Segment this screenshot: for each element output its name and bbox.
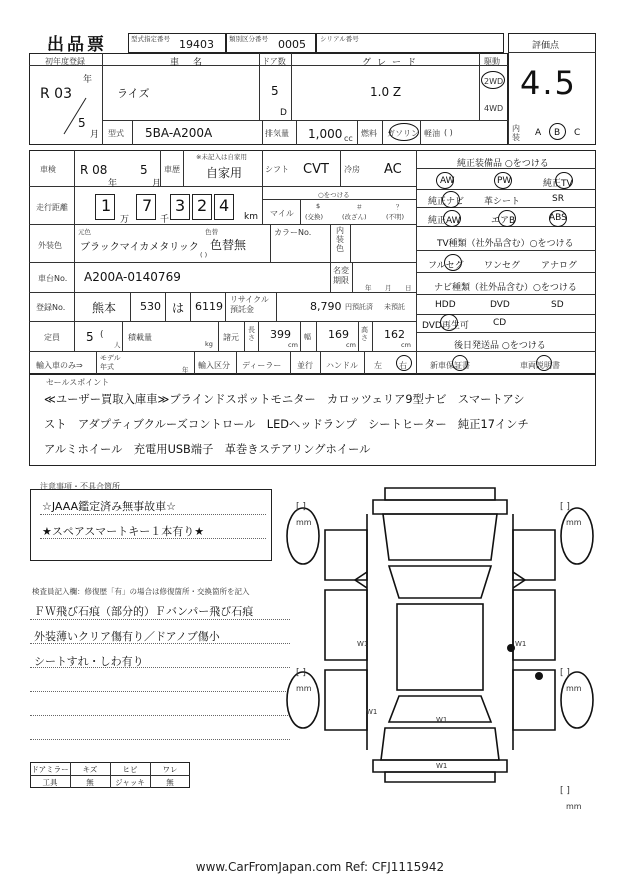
height-value: 162 xyxy=(384,328,405,341)
footer-ref: www.CarFromJapan.com Ref: CFJ1115942 xyxy=(195,860,445,874)
grade-label: グレード xyxy=(362,58,423,68)
chassis-label: 車台No. xyxy=(38,274,68,283)
handle-right: 右 xyxy=(399,361,407,370)
mileage-label: 走行距離 xyxy=(36,203,68,212)
handle-label: ハンドル xyxy=(326,361,358,370)
interior-a: A xyxy=(535,128,542,138)
mileage-opt2s: (改ざん) xyxy=(342,213,367,221)
recycle-un: 未預託 xyxy=(384,303,405,311)
equip-tv: 純正TV xyxy=(543,179,573,189)
legend-r1: 工具 xyxy=(42,778,58,787)
legend-h1: ドアミラー xyxy=(31,765,69,774)
chassis-value: A200A-0140769 xyxy=(84,270,181,284)
model-label: 型式 xyxy=(108,129,124,138)
inspection-month-unit: 月 xyxy=(152,179,162,189)
recycle-label: リサイクル預託金 xyxy=(230,295,269,314)
interior-color-label: 内装色 xyxy=(336,226,344,253)
recycle-unit: 円預託済 xyxy=(345,303,373,311)
circle-abs xyxy=(549,210,567,227)
displacement-value: 1,000 xyxy=(308,127,343,141)
page-title: 出品票 xyxy=(47,35,107,55)
mileage-man: 万 xyxy=(120,215,130,225)
equip-aw: AW xyxy=(440,176,455,186)
import-dealer: ディーラー xyxy=(242,361,282,370)
navi-dvd-play: DVD再生可 xyxy=(422,321,469,331)
model-year-label: モデル年式 xyxy=(100,354,121,371)
name-change-day: 日 xyxy=(405,284,412,292)
w1-mark-5: W1 xyxy=(515,640,527,648)
navi-cd: CD xyxy=(493,318,507,328)
width-unit: cm xyxy=(346,341,356,349)
equip-leather: 革シート xyxy=(484,197,521,207)
notes-line-1: ☆JAAA鑑定済み無事故車☆ xyxy=(42,500,176,513)
shift-label: シフト xyxy=(265,165,289,174)
score-label: 評価点 xyxy=(532,41,560,51)
load-label: 積載量 xyxy=(128,333,152,342)
car-name-value: ライズ xyxy=(117,87,150,100)
doors-sub: D xyxy=(280,108,287,118)
displacement-label: 排気量 xyxy=(265,129,289,138)
color-change-label: 色替 xyxy=(205,228,218,236)
orig-color-value: ブラックマイカメタリック xyxy=(80,242,199,253)
usage-value: 自家用 xyxy=(206,166,243,180)
type-number-label: 型式指定番号 xyxy=(131,35,170,43)
tire-fr-mm: mm xyxy=(566,518,582,527)
w1-mark-3: W1 xyxy=(436,716,448,724)
car-damage-diagram xyxy=(285,470,595,810)
tire-fr-bracket: [ ] xyxy=(560,502,570,512)
class-number-label: 類別区分番号 xyxy=(229,35,268,43)
mileage-digit-4: 2 xyxy=(197,196,208,215)
tire-spare-mm: mm xyxy=(566,802,582,811)
date-slash xyxy=(60,96,90,136)
import-parallel: 並行 xyxy=(297,361,313,370)
inspection-label: 車検 xyxy=(40,165,56,174)
circle-handle-right xyxy=(396,355,412,371)
inspector-label: 検査員記入欄：修復歴「有」の場合は修復箇所・交換箇所を記入 xyxy=(32,587,250,596)
color-paren: ( ) xyxy=(200,251,208,259)
usage-label: 車歴 xyxy=(164,165,180,174)
registration-label: 登録No. xyxy=(36,303,66,312)
type-number-value: 19403 xyxy=(179,38,214,51)
navi-sd: SD xyxy=(551,300,564,310)
reg-number: 6119 xyxy=(195,300,223,313)
color-no-label: カラーNo. xyxy=(274,228,312,237)
mileage-opt3: ？ xyxy=(396,203,403,211)
name-change-label: 名変期限 xyxy=(333,266,349,285)
circle-dvd-play xyxy=(440,314,458,331)
interior-label: 内装 xyxy=(512,124,520,142)
drive-2wd: 2WD xyxy=(484,77,504,86)
reg-region: 熊本 xyxy=(92,301,117,315)
car-name-label: 車名 xyxy=(170,58,217,68)
navi-hdd: HDD xyxy=(435,300,456,310)
notes-line-2: ★スペアスマートキー１本有り★ xyxy=(42,525,205,538)
interior-b: B xyxy=(554,128,561,138)
circle-oem-aw xyxy=(443,210,461,227)
tire-rr-mm: mm xyxy=(566,684,582,693)
color-change-value: 色替無 xyxy=(210,238,247,252)
year-unit: 年 xyxy=(83,75,93,85)
length-value: 399 xyxy=(270,328,291,341)
capacity-unit: 人 xyxy=(114,341,121,349)
circle-airbag xyxy=(498,210,516,227)
w1-mark-1: W1 xyxy=(357,640,369,648)
mileage-digit-1: 1 xyxy=(101,196,112,215)
legend-h4: ワレ xyxy=(162,765,178,774)
score-value: 4.5 xyxy=(520,64,577,102)
handle-left: 左 xyxy=(374,361,382,370)
mileage-mile: マイル xyxy=(270,209,294,218)
mileage-opt3s: (不明) xyxy=(386,213,405,221)
class-number-value: 0005 xyxy=(278,38,306,51)
tv-analog: アナログ xyxy=(541,261,578,271)
equip-navi: 純正ナビ xyxy=(428,197,465,207)
length-unit: cm xyxy=(288,341,298,349)
mileage-digit-5: 4 xyxy=(219,196,230,215)
name-change-year: 年 xyxy=(365,284,372,292)
size-label: 諸元 xyxy=(223,333,239,342)
inspector-line-1: ＦＷ飛び石痕（部分的）Ｆバンパー飛び石痕 xyxy=(34,605,254,618)
shift-value: CVT xyxy=(303,162,329,177)
color-label: 外装色 xyxy=(38,241,62,250)
fuel-label: 燃料 xyxy=(361,129,377,138)
ac-value: AC xyxy=(384,162,402,177)
height-label: 高さ xyxy=(361,326,368,342)
tire-spare-bracket: [ ] xyxy=(560,786,570,796)
mileage-tick-title: ○をつける xyxy=(318,191,350,199)
circle-aw xyxy=(436,172,454,189)
docs-title: 後日発送品 ○をつける xyxy=(454,341,546,351)
equip-pw: PW xyxy=(497,176,512,186)
tv-oneseg: ワンセグ xyxy=(484,261,521,271)
ac-label: 冷房 xyxy=(344,165,360,174)
model-value: 5BA-A200A xyxy=(145,126,213,140)
doors-label: ドア数 xyxy=(262,57,286,66)
sales-line-3: アルミホイール 充電用USB端子 革巻きステアリングホイール xyxy=(44,443,371,456)
inspector-line-2: 外装薄いクリア傷有り／ドアノブ傷小 xyxy=(34,630,220,643)
mileage-digit-3: 3 xyxy=(175,196,186,215)
drive-4wd: 4WD xyxy=(484,104,504,113)
legend-h2: キズ xyxy=(82,765,98,774)
w1-mark-4: W1 xyxy=(436,762,448,770)
width-value: 169 xyxy=(328,328,349,341)
equipment-title: 純正装備品 ○をつける xyxy=(457,159,549,169)
tire-fl-bracket: [ ] xyxy=(296,502,306,512)
sales-point-label: セールスポイント xyxy=(46,378,110,387)
sales-line-2: スト アダプティブクルーズコントロール LEDヘッドランプ シートヒーター 純正17インチ xyxy=(44,418,529,431)
load-unit: kg xyxy=(205,340,213,348)
usage-note: ※未記入は自家用 xyxy=(196,153,247,161)
legend-r4: 無 xyxy=(166,778,174,787)
drive-2wd-circle xyxy=(481,71,505,89)
displacement-unit: cc xyxy=(344,134,353,143)
navi-dvd: DVD xyxy=(490,300,510,310)
mileage-opt1: $ xyxy=(316,202,321,210)
import-class-label: 輸入区分 xyxy=(198,361,230,370)
equip-sr: SR xyxy=(552,194,564,204)
sales-line-1: ≪ユーザー買取入庫車≫ブラインドスポットモニター カロッツェリア9型ナビ スマートアシ xyxy=(44,393,525,406)
inspection-year: R 08 xyxy=(80,163,108,177)
doc-manual: 車両説明書 xyxy=(520,361,560,370)
tire-fl-mm: mm xyxy=(296,518,312,527)
reg-kana: は xyxy=(172,301,185,315)
first-registration-month: 5 xyxy=(78,116,86,130)
fuel-gasoline: ガソリン xyxy=(387,129,419,138)
w1-mark-2: W1 xyxy=(366,708,378,716)
fuel-gasoline-circle xyxy=(389,123,419,141)
fuel-paren: ( ) xyxy=(444,128,453,137)
first-registration-year: R 03 xyxy=(40,86,72,102)
interior-c: C xyxy=(574,128,581,138)
mileage-opt2: ＃ xyxy=(356,203,363,211)
inspection-month: 5 xyxy=(140,163,148,177)
serial-number-label: シリアル番号 xyxy=(320,35,359,43)
grade-value: 1.0 Z xyxy=(370,85,402,99)
circle-navi xyxy=(442,191,460,208)
equip-abs: ABS xyxy=(549,213,567,223)
tire-rl-mm: mm xyxy=(296,684,312,693)
inspector-line-3: シートすれ・しわ有り xyxy=(34,655,144,668)
tire-rl-bracket: [ ] xyxy=(296,668,306,678)
legend-r2: 無 xyxy=(86,778,94,787)
height-unit: cm xyxy=(401,341,411,349)
capacity-label: 定員 xyxy=(44,333,60,342)
mileage-km: km xyxy=(244,212,258,222)
mileage-opt1s: (交換) xyxy=(305,213,324,221)
fuel-light-oil: 軽油 xyxy=(424,129,440,138)
import-label: 輸入車のみ⇒ xyxy=(36,361,83,370)
circle-tv xyxy=(555,172,573,189)
drive-label: 駆動 xyxy=(484,57,500,66)
inspection-year-unit: 年 xyxy=(108,179,118,189)
month-unit: 月 xyxy=(90,130,100,140)
capacity-paren: ( xyxy=(100,330,104,340)
length-label: 長さ xyxy=(248,326,255,342)
notes-label: 注意事項・不具合箇所 xyxy=(40,482,120,491)
doc-warranty: 新車保証書 xyxy=(430,361,470,370)
model-year-unit: 年 xyxy=(182,366,189,374)
circle-fullseg xyxy=(444,254,462,271)
interior-b-circle xyxy=(549,123,566,140)
reg-class: 530 xyxy=(140,300,161,313)
equip-oem-aw: 純正AW xyxy=(428,216,461,226)
doors-value: 5 xyxy=(271,84,279,98)
first-registration-label: 初年度登録 xyxy=(45,57,85,66)
legend-h3: ヒビ xyxy=(122,765,138,774)
circle-warranty xyxy=(452,355,468,371)
tire-rr-bracket: [ ] xyxy=(560,668,570,678)
name-change-month: 月 xyxy=(385,284,392,292)
legend-r3: ジャッキ xyxy=(115,778,145,787)
orig-color-label: 元色 xyxy=(78,228,91,236)
equip-airbag: エアB xyxy=(491,216,516,226)
circle-manual xyxy=(536,355,552,371)
tv-title: TV種類（社外品含む）○をつける xyxy=(437,239,574,249)
tv-fullseg: フルセグ xyxy=(428,261,464,271)
recycle-value: 8,790 xyxy=(310,300,342,313)
circle-pw xyxy=(494,172,512,189)
mileage-sen: 千 xyxy=(160,215,170,225)
mileage-digit-2: 7 xyxy=(142,196,153,215)
navi-title: ナビ種類（社外品含む）○をつける xyxy=(434,283,577,293)
capacity-value: 5 xyxy=(86,330,94,344)
width-label: 幅 xyxy=(304,333,311,341)
